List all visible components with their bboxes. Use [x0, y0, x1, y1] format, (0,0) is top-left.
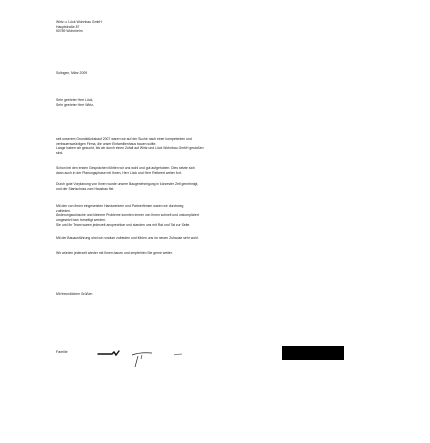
sender-address	[56, 20, 102, 34]
paragraph-craftsmen	[56, 204, 199, 228]
letter-date: Solingen, März 2009	[56, 71, 88, 75]
paragraph-line: Mit der Bauausführung sind wir rundum zufrieden und fühlen uns im neuen Zuhause sehr wohl.	[56, 236, 199, 240]
paragraph-line: sind.	[56, 151, 64, 156]
paragraph-satisfaction	[56, 236, 199, 241]
handwritten-signature	[96, 342, 202, 368]
sender-city: 50789 Wohnheim	[56, 29, 83, 34]
paragraph-line: Durch gute Vorplanung von Ihnen wurde unsere Baugenehmigung in kürzester Zeit genehmigt,	[56, 182, 199, 186]
redaction-bar	[282, 346, 344, 360]
paragraph-line: und der Startschuss zum Hausbau fiel.	[56, 186, 115, 191]
paragraph-line: Lange haben wir gesucht, bis wir durch einen Zufall auf Wirtz und Lück Wohnbau GmbH gestoßen	[56, 146, 204, 151]
signature-block	[56, 342, 366, 382]
paragraph-line: umgesetzt bzw. beseitigt werden.	[56, 218, 106, 223]
paragraph-line: zufrieden.	[56, 208, 71, 213]
salutation-line-1: Sehr geehrter Herr Lück,	[56, 98, 94, 102]
paragraph-line: seit unserem Grundstückskauf 2007 waren wir auf der Suche nach einer kompetenten und	[56, 137, 192, 141]
paragraph-line: vertrauenswürdigen Firma, die unser Einfamilienhaus bauen sollte.	[56, 141, 157, 146]
salutation-line-2: Sehr geehrter Herr Wirtz,	[56, 102, 94, 107]
paragraph-recommendation	[56, 251, 173, 256]
paragraph-line: Schon bei den ersten Gesprächen fühlten wir uns wohl und gut aufgehoben. Dies setzte sich	[56, 166, 195, 170]
paragraph-line: Mit den von Ihnen eingesetzten Handwerkern und Partnerfirmen waren wir durchweg	[56, 204, 184, 208]
paragraph-first-talks	[56, 166, 195, 175]
signature-name: Familie	[56, 350, 68, 354]
paragraph-intro	[56, 137, 204, 156]
paragraph-line: Wir würden jederzeit wieder mit Ihnen bauen und empfehlen Sie gerne weiter.	[56, 251, 173, 255]
sender-company: Wirtz u. Lück Wohnbau GmbH	[56, 20, 102, 24]
paragraph-line: Änderungswünsche und kleinere Probleme konnten immer von Ihnen schnell und unkompliziert	[56, 213, 199, 218]
paragraph-line: Sie und Ihr Team waren jederzeit ansprechbar und standen uns mit Rat und Tat zur Seite.	[56, 222, 191, 227]
salutation	[56, 98, 94, 107]
paragraph-line: dann auch in der Planungsphase mit Ihnen, Herr Lück und Herr Reibeert weiter fort.	[56, 170, 182, 175]
paragraph-permit	[56, 182, 198, 191]
sender-street: Hauptstraße 87	[56, 24, 80, 29]
closing-line: Mit freundlichen Grüßen	[56, 292, 93, 296]
